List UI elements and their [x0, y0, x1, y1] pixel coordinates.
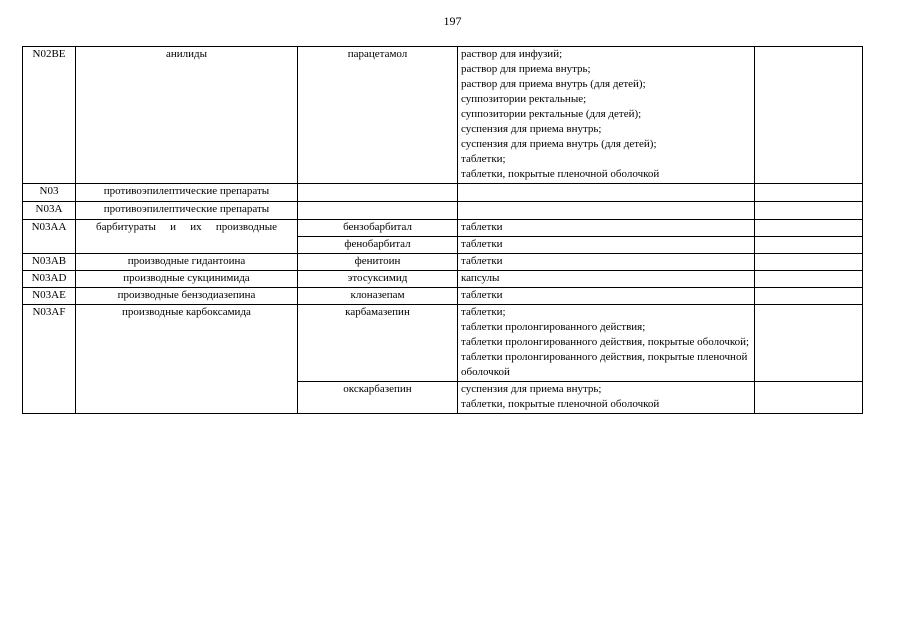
dosage-forms	[458, 47, 755, 184]
dosage-forms	[458, 288, 755, 305]
drug-name: клоназепам	[298, 288, 458, 305]
dosage-form: таблетки пролонгированного действия;	[461, 321, 646, 333]
dosage-forms	[458, 237, 755, 254]
dosage-forms	[458, 254, 755, 271]
pharmacological-group: производные сукцинимида	[76, 271, 298, 288]
pharmacological-group: производные карбоксамида	[76, 305, 298, 414]
empty-cell	[755, 202, 863, 220]
page-number: 197	[443, 14, 462, 28]
empty-cell	[458, 184, 755, 202]
atc-code: N03A	[23, 202, 76, 220]
dosage-forms	[458, 220, 755, 237]
dosage-form: раствор для приема внутрь (для детей);	[461, 78, 646, 90]
dosage-forms	[458, 382, 755, 414]
empty-cell	[755, 47, 863, 184]
dosage-form: таблетки;	[461, 306, 506, 318]
atc-code: N03AE	[23, 288, 76, 305]
atc-code: N03AF	[23, 305, 76, 414]
dosage-forms	[458, 271, 755, 288]
dosage-form: раствор для инфузий;	[461, 48, 563, 60]
dosage-form: таблетки, покрытые пленочной оболочкой	[461, 398, 660, 410]
drug-name: бензобарбитал	[298, 220, 458, 237]
empty-cell	[755, 237, 863, 254]
atc-code: N03AD	[23, 271, 76, 288]
table-row	[23, 220, 863, 237]
atc-code: N03AA	[23, 220, 76, 254]
empty-cell	[755, 305, 863, 382]
empty-cell	[298, 184, 458, 202]
dosage-form: раствор для приема внутрь;	[461, 63, 591, 75]
empty-cell	[755, 271, 863, 288]
atc-code: N02BE	[23, 47, 76, 184]
empty-cell	[458, 202, 755, 220]
dosage-form: таблетки	[461, 221, 503, 233]
dosage-form: суспензия для приема внутрь;	[461, 383, 602, 395]
dosage-form: таблетки	[461, 289, 503, 301]
dosage-form: таблетки, покрытые пленочной оболочкой	[461, 168, 660, 180]
empty-cell	[755, 288, 863, 305]
table-row	[23, 254, 863, 271]
empty-cell	[755, 254, 863, 271]
empty-cell	[298, 202, 458, 220]
pharmacological-group: противоэпилептические препараты	[76, 202, 298, 220]
table-row	[23, 288, 863, 305]
empty-cell	[755, 184, 863, 202]
dosage-form: суппозитории ректальные;	[461, 93, 587, 105]
dosage-forms	[458, 305, 755, 382]
drug-name: окскарбазепин	[298, 382, 458, 414]
dosage-form: суппозитории ректальные (для детей);	[461, 108, 642, 120]
medication-table	[22, 46, 863, 414]
empty-cell	[755, 382, 863, 414]
dosage-form: суспензия для приема внутрь;	[461, 123, 602, 135]
pharmacological-group: противоэпилептические препараты	[76, 184, 298, 202]
pharmacological-group: анилиды	[76, 47, 298, 184]
dosage-form: капсулы	[461, 272, 500, 284]
dosage-form: таблетки пролонгированного действия, покрытые пленочной оболочкой	[461, 351, 748, 378]
pharmacological-group: барбитураты и их производные	[76, 220, 298, 254]
dosage-form: суспензия для приема внутрь (для детей);	[461, 138, 657, 150]
atc-code: N03	[23, 184, 76, 202]
empty-cell	[755, 220, 863, 237]
pharmacological-group: производные гидантоина	[76, 254, 298, 271]
drug-name: фенитоин	[298, 254, 458, 271]
pharmacological-group: производные бензодиазепина	[76, 288, 298, 305]
table-row	[23, 202, 863, 220]
dosage-form: таблетки;	[461, 153, 506, 165]
table-row	[23, 271, 863, 288]
drug-name: фенобарбитал	[298, 237, 458, 254]
dosage-form: таблетки	[461, 255, 503, 267]
atc-code: N03AB	[23, 254, 76, 271]
drug-name: этосуксимид	[298, 271, 458, 288]
dosage-form: таблетки	[461, 238, 503, 250]
table-row	[23, 184, 863, 202]
dosage-form: таблетки пролонгированного действия, покрытые оболочкой;	[461, 336, 750, 348]
table-row	[23, 47, 863, 184]
drug-name: карбамазепин	[298, 305, 458, 382]
table-row	[23, 305, 863, 382]
drug-name: парацетамол	[298, 47, 458, 184]
